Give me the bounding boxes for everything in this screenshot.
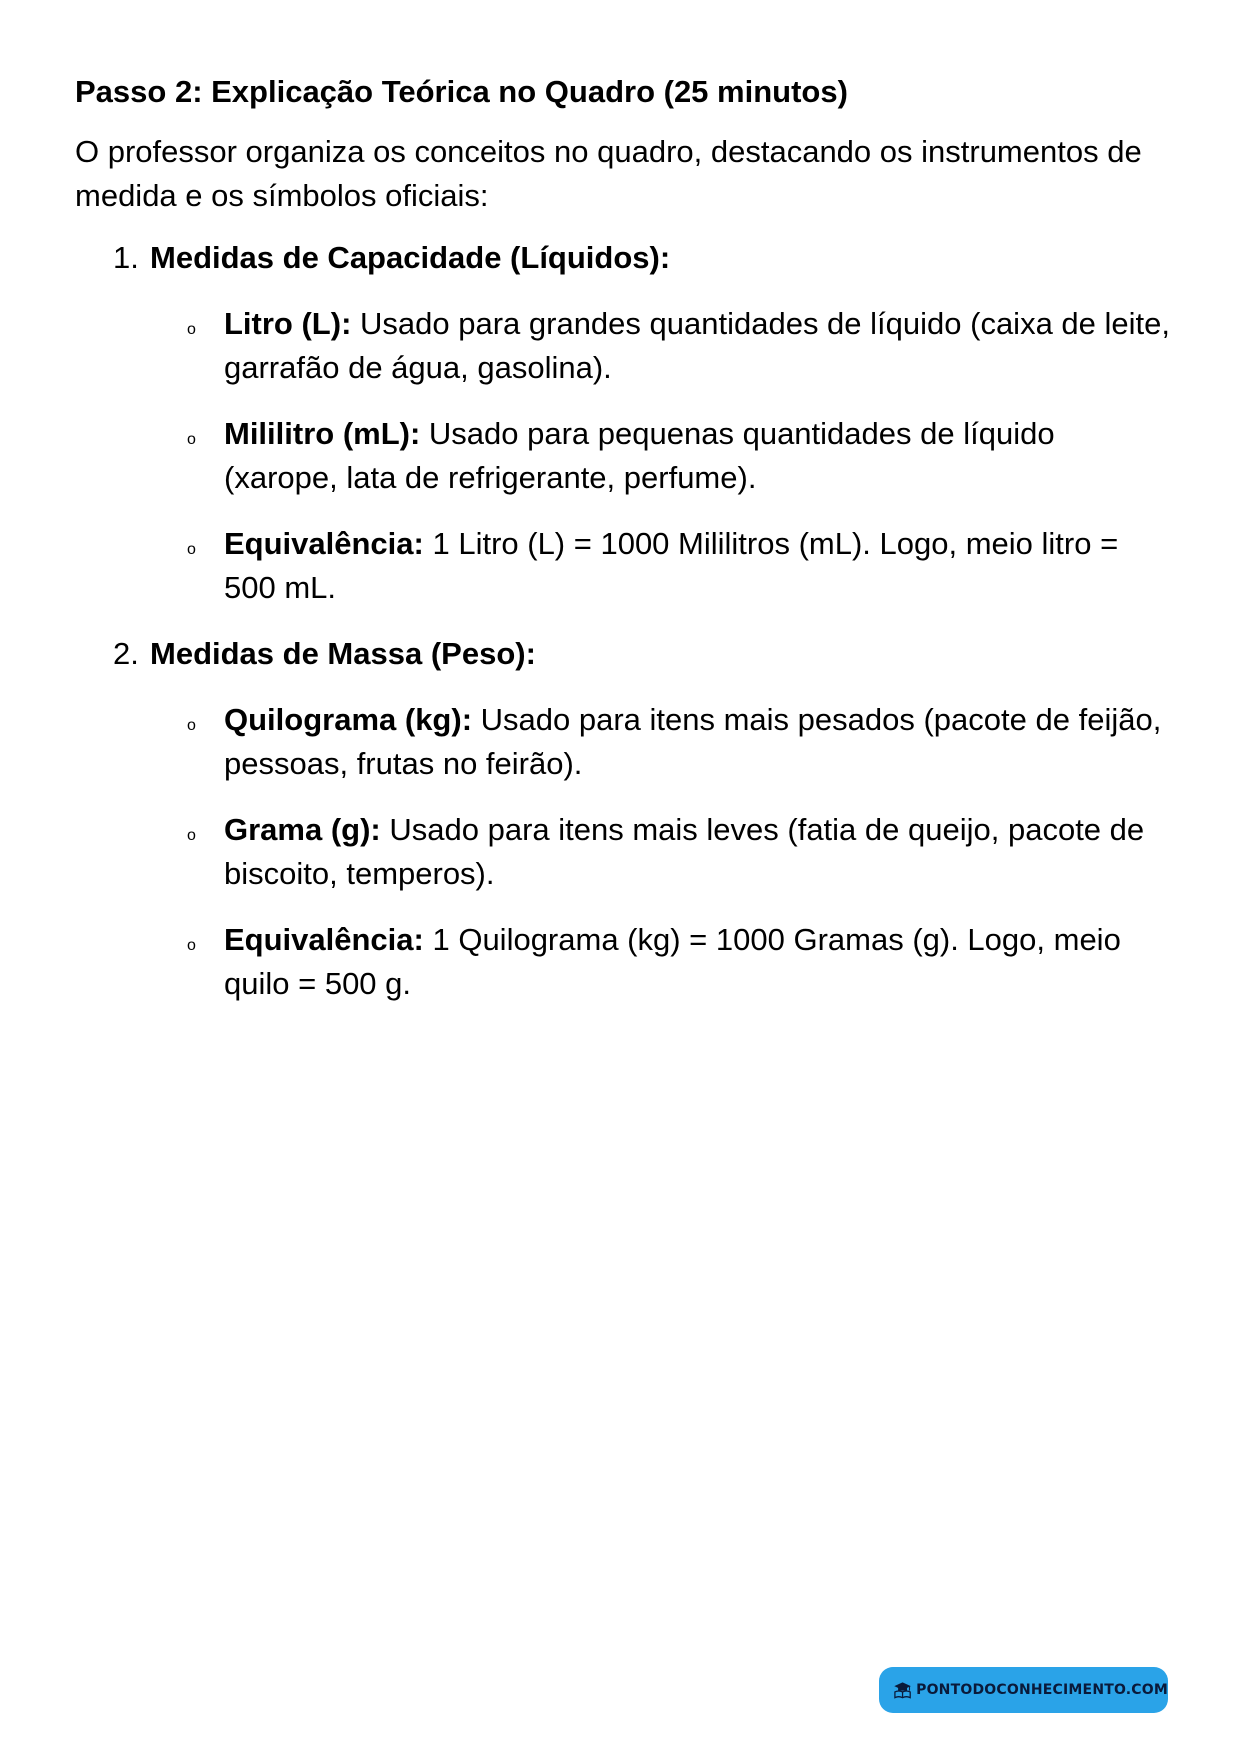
item-description: Usado para pequenas quantidades de líquido (xarope, lata de refrigerante, perfume). <box>224 416 1055 495</box>
bullet-icon: o <box>187 937 196 954</box>
item-description: 1 Litro (L) = 1000 Mililitros (mL). Logo, meio litro = 500 mL. <box>224 526 1119 605</box>
item-description: Usado para grandes quantidades de líquido (caixa de leite, garrafão de água, gasolina). <box>224 306 1170 385</box>
brand-badge[interactable] <box>879 1667 1168 1713</box>
section-heading: Passo 2: Explicação Teórica no Quadro (25 minutos) <box>75 74 848 109</box>
item-description: 1 Quilograma (kg) = 1000 Gramas (g). Logo, meio quilo = 500 g. <box>224 922 1121 1001</box>
bullet-icon: o <box>187 541 196 558</box>
graduation-book-icon <box>893 1675 912 1705</box>
item-term: Equivalência: <box>224 526 424 561</box>
list-item <box>187 808 1175 896</box>
list-item <box>187 698 1175 786</box>
bullet-icon: o <box>187 321 196 338</box>
section-number: 2. <box>113 636 139 671</box>
bullet-icon: o <box>187 431 196 448</box>
bullet-icon: o <box>187 827 196 844</box>
section-title <box>113 632 1175 676</box>
item-term: Equivalência: <box>224 922 424 957</box>
document-page <box>75 70 1175 1028</box>
list-item <box>187 918 1175 1006</box>
brand-text: PONTODOCONHECIMENTO.COM <box>916 1682 1168 1698</box>
section-capacity <box>75 236 1175 610</box>
list-item <box>187 412 1175 500</box>
item-list <box>75 698 1175 1006</box>
bullet-icon: o <box>187 717 196 734</box>
item-list <box>75 302 1175 610</box>
item-term: Grama (g): <box>224 812 381 847</box>
section-number: 1. <box>113 240 139 275</box>
item-description: Usado para itens mais pesados (pacote de feijão, pessoas, frutas no feirão). <box>224 702 1162 781</box>
section-label: Medidas de Capacidade (Líquidos): <box>150 240 671 275</box>
section-title <box>113 236 1175 280</box>
list-item <box>187 522 1175 610</box>
section-mass <box>75 632 1175 1006</box>
list-item <box>187 302 1175 390</box>
item-description: Usado para itens mais leves (fatia de queijo, pacote de biscoito, temperos). <box>224 812 1145 891</box>
item-term: Quilograma (kg): <box>224 702 473 737</box>
item-term: Litro (L): <box>224 306 352 341</box>
section-label: Medidas de Massa (Peso): <box>150 636 536 671</box>
intro-paragraph: O professor organiza os conceitos no quadro, destacando os instrumentos de medida e os símbolos oficiais: <box>75 134 1142 213</box>
item-term: Mililitro (mL): <box>224 416 421 451</box>
